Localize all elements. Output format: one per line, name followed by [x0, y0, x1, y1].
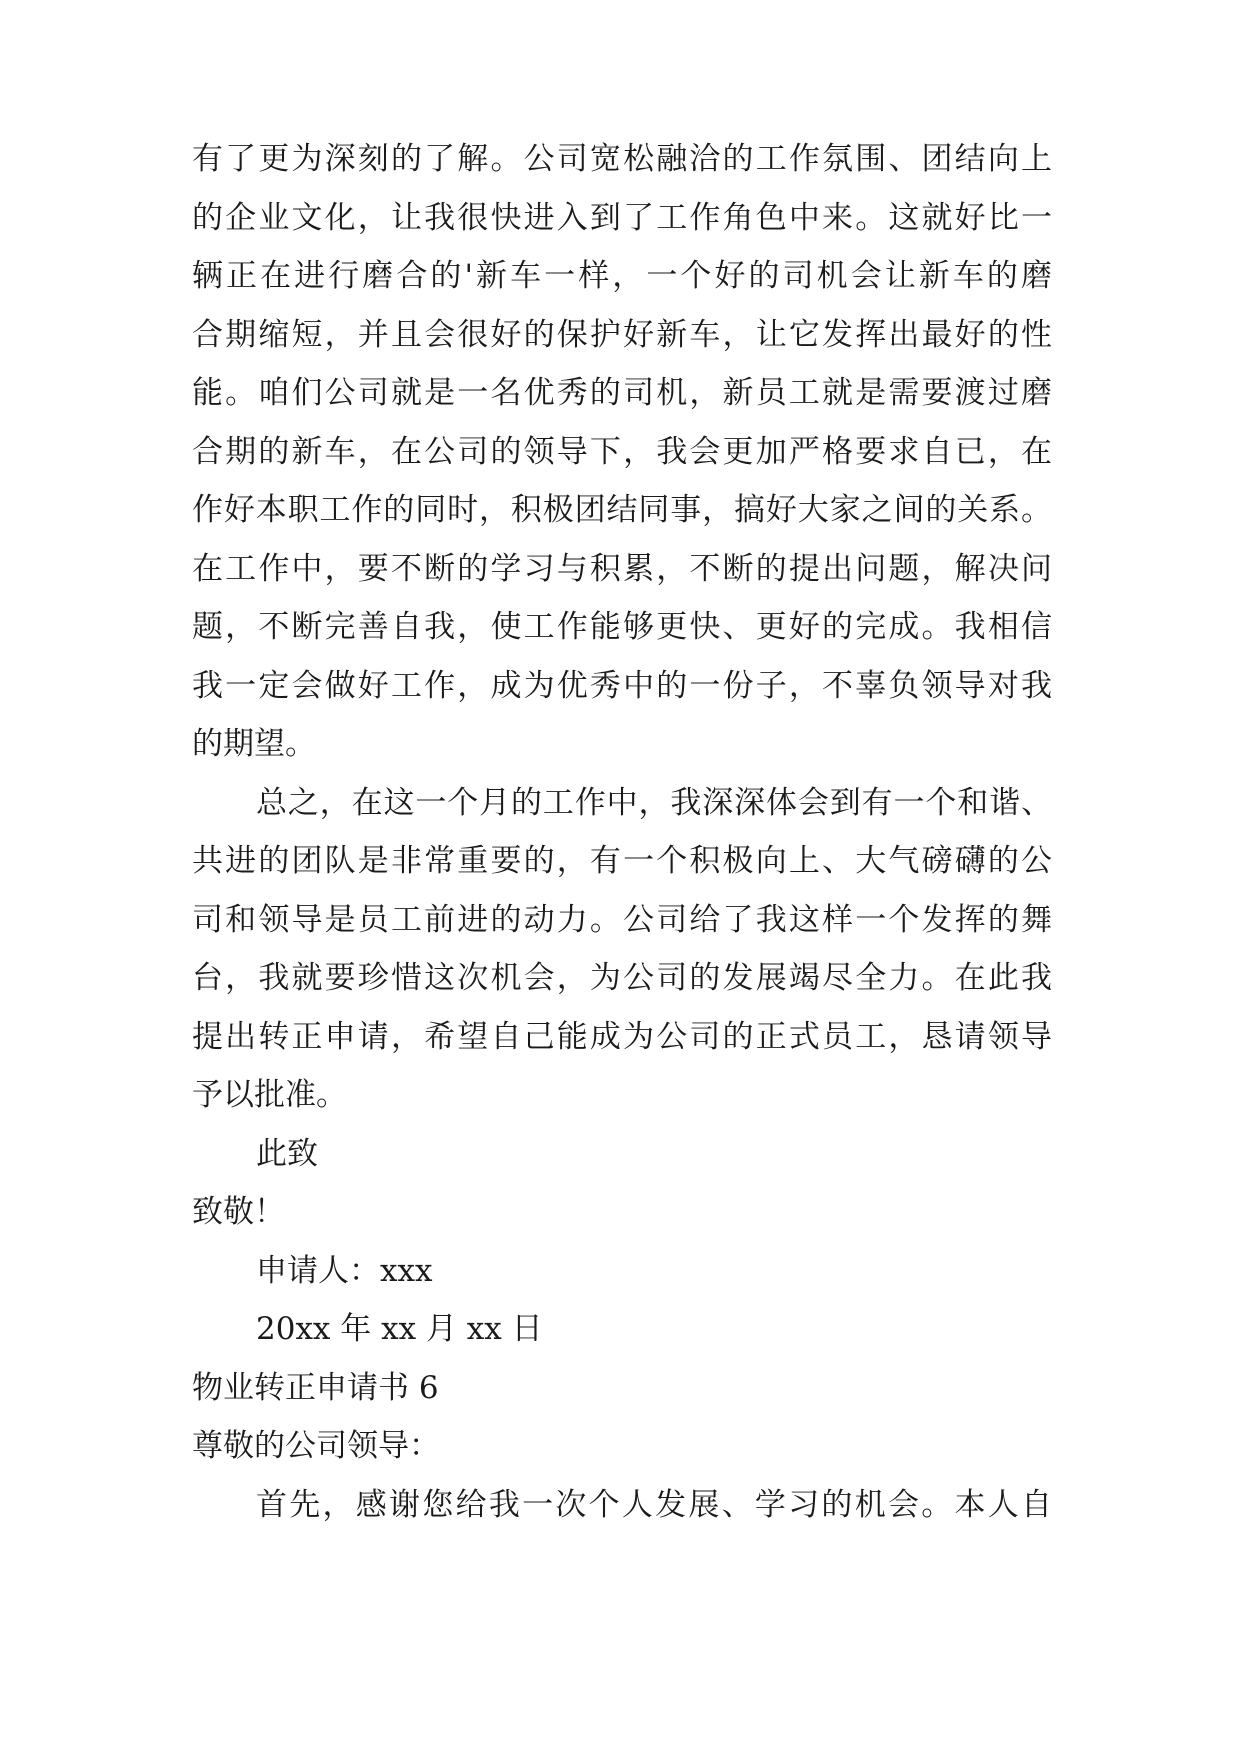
text-line: 予以批准。 — [192, 1077, 347, 1113]
text-line: 申请人：xxx — [256, 1252, 433, 1289]
text-line: 首先，感谢您给我一次个人发展、学习的机会。本人自 — [256, 1486, 1052, 1523]
text-line: 在工作中，要不断的学习与积累，不断的提出问题，解决问 — [192, 550, 1052, 587]
text-line: 共进的团队是非常重要的，有一个积极向上、大气磅礴的公 — [192, 843, 1052, 879]
text-line: 合期缩短，并且会很好的保护好新车，让它发挥出最好的性 — [192, 316, 1052, 353]
text-line: 能。咱们公司就是一名优秀的司机，新员工就是需要渡过磨 — [192, 375, 1052, 411]
text-line: 物业转正申请书 6 — [192, 1369, 439, 1406]
text-line: 台，我就要珍惜这次机会，为公司的发展竭尽全力。在此我 — [192, 960, 1052, 996]
document-page — [192, 130, 1052, 1534]
text-line: 此致 — [256, 1135, 318, 1172]
text-line: 作好本职工作的同时，积极团结同事，搞好大家之间的关系。 — [192, 492, 1052, 528]
text-line: 20xx 年 xx 月 xx 日 — [256, 1311, 543, 1347]
text-line: 辆正在进行磨合的'新车一样，一个好的司机会让新车的磨 — [192, 258, 1052, 294]
text-line: 总之，在这一个月的工作中，我深深体会到有一个和谐、 — [256, 784, 1052, 821]
text-line: 我一定会做好工作，成为优秀中的一份子，不辜负领导对我 — [192, 667, 1052, 704]
text-line: 致敬！ — [192, 1194, 285, 1230]
text-line: 尊敬的公司领导： — [192, 1428, 440, 1464]
text-line: 题，不断完善自我，使工作能够更快、更好的完成。我相信 — [192, 609, 1052, 645]
text-line: 的期望。 — [192, 726, 316, 762]
text-line: 合期的新车，在公司的领导下，我会更加严格要求自已，在 — [192, 433, 1052, 470]
text-line: 司和领导是员工前进的动力。公司给了我这样一个发挥的舞 — [192, 901, 1052, 938]
text-line: 的企业文化，让我很快进入到了工作角色中来。这就好比一 — [192, 199, 1052, 236]
text-line: 提出转正申请，希望自己能成为公司的正式员工，恳请领导 — [192, 1018, 1052, 1055]
text-line: 有了更为深刻的了解。公司宽松融洽的工作氛围、团结向上 — [192, 141, 1052, 177]
